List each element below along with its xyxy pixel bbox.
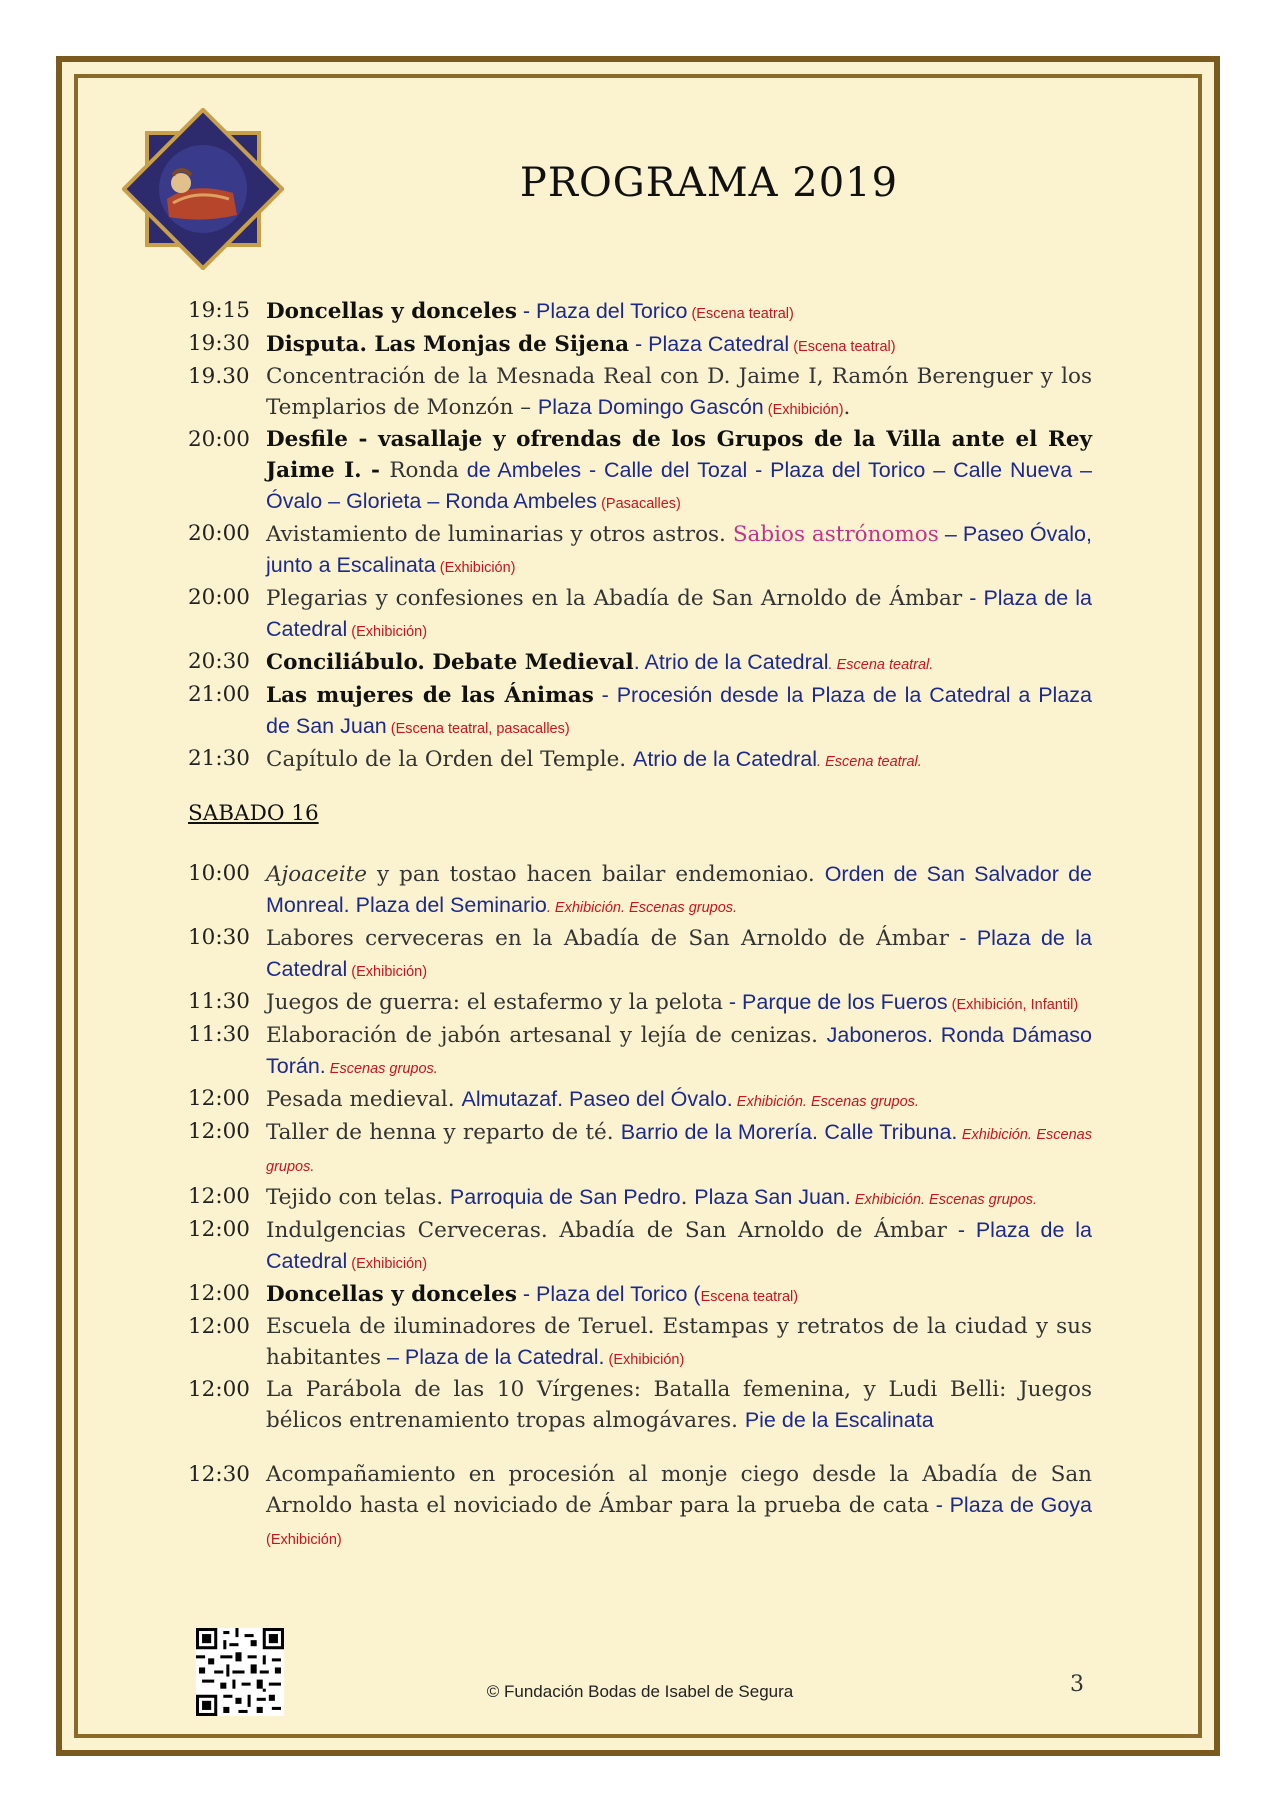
entry-description: [266, 1215, 1092, 1279]
entry-description: [266, 923, 1092, 987]
saturday-schedule-continued: [188, 1460, 1092, 1555]
entry-text-segment: Almutazaf. Paseo del Óvalo.: [461, 1087, 733, 1111]
entry-description: [266, 1020, 1092, 1084]
entry-text-segment: . Escena teatral.: [828, 657, 934, 673]
entry-time: 12:00: [188, 1281, 250, 1306]
entry-text-segment: Escenas grupos.: [325, 1061, 438, 1077]
entry-text-segment: (Exhibición): [435, 560, 516, 576]
entry-description: [266, 744, 1092, 777]
entry-text-segment: Barrio de la Morería. Calle Tribuna.: [620, 1120, 958, 1144]
entry-time: 11:30: [188, 1022, 250, 1047]
entry-time: 12:00: [188, 1119, 250, 1144]
entry-text-segment: – Plaza de la Catedral.: [381, 1345, 605, 1369]
entry-time: 19:30: [188, 331, 250, 356]
entry-text-segment: Elaboración de jabón artesanal y lejía de cenizas.: [266, 1023, 827, 1048]
entry-text-segment: Orden de San Salvador de Monreal. Plaza del Seminario: [266, 862, 1092, 917]
entry-text-segment: Labores cerveceras en la Abadía de San Arnoldo de Ámbar: [266, 926, 949, 951]
entry-text-segment: - Plaza Catedral: [629, 332, 790, 356]
entry-time: 20:00: [188, 427, 250, 452]
friday-schedule: [188, 296, 1092, 777]
entry-text-segment: Exhibición. Escenas grupos.: [266, 1127, 1092, 1175]
entry-text-segment: Escena teatral): [700, 1289, 799, 1305]
entry-text-segment: .: [680, 1185, 695, 1210]
schedule-entry: [188, 923, 1092, 987]
entry-text-segment: Indulgencias Cerveceras. Abadía de San Arnoldo de Ámbar: [266, 1218, 947, 1243]
entry-text-segment: (Exhibición, Infantil): [947, 997, 1079, 1013]
entry-time: 12:00: [188, 1217, 250, 1242]
schedule-entry: [188, 329, 1092, 362]
entry-text-segment: . Exhibición. Escenas grupos.: [546, 900, 738, 916]
entry-text-segment: Plaza San Juan.: [694, 1185, 851, 1209]
entry-description: [266, 1460, 1092, 1555]
entry-time: 20:30: [188, 649, 250, 674]
entry-text-segment: - Plaza de la Catedral: [266, 926, 1092, 981]
schedule-entry: [188, 296, 1092, 329]
entry-time: 12:00: [188, 1184, 250, 1209]
entry-text-segment: (Escena teatral, pasacalles): [386, 721, 570, 737]
entry-text-segment: - Plaza de la Catedral: [266, 586, 1092, 641]
entry-text-segment: Ajoaceite: [266, 862, 367, 887]
entry-time: 21:30: [188, 746, 250, 771]
entry-text-segment: Ronda: [389, 458, 459, 483]
entry-text-segment: Plaza Domingo Gascón: [537, 395, 764, 419]
entry-text-segment: (Pasacalles): [597, 496, 681, 512]
entry-time: 20:00: [188, 585, 250, 610]
schedule-entry: [188, 425, 1092, 519]
entry-time: 12:00: [188, 1086, 250, 1111]
entry-description: [266, 1084, 1092, 1117]
entry-time: 19.30: [188, 364, 250, 389]
entry-text-segment: Capítulo de la Orden del Temple.: [266, 747, 633, 772]
entry-text-segment: - Parque de los Fueros: [722, 990, 948, 1014]
entry-description: [266, 362, 1092, 425]
entry-time: 12:00: [188, 1377, 250, 1402]
schedule-entry: [188, 1084, 1092, 1117]
schedule-entry: [188, 1312, 1092, 1375]
schedule-entry: [188, 647, 1092, 680]
schedule-entry: [188, 1020, 1092, 1084]
entry-description: [266, 583, 1092, 647]
entry-text-segment: La Parábola de las 10 Vírgenes: Batalla femenina, y Ludi Belli: Juegos bélicos entrenamiento tropas almogávares.: [266, 1377, 1092, 1433]
entry-text-segment: de Ambeles - Calle del Tozal - Plaza del Torico – Calle Nueva – Óvalo – Glorieta – Ronda Ambeles: [266, 458, 1092, 513]
schedule-entry: [188, 519, 1092, 583]
entry-text-segment: - Plaza de Goya: [929, 1493, 1092, 1517]
entry-text-segment: Pie de la Escalinata: [744, 1408, 934, 1432]
entry-description: [266, 680, 1092, 744]
schedule-entry: [188, 744, 1092, 777]
entry-text-segment: (Exhibición): [347, 964, 428, 980]
entry-text-segment: Conciliábulo. Debate Medieval: [266, 650, 634, 675]
entry-time: 10:30: [188, 925, 250, 950]
entry-description: [266, 329, 1092, 362]
entry-text-segment: - Plaza del Torico: [516, 299, 688, 323]
entry-text-segment: Desfile - vasallaje y ofrendas de los Grupos de la Villa ante el Rey Jaime I. -: [266, 427, 1092, 483]
entry-description: [266, 1182, 1092, 1215]
entry-text-segment: .: [843, 395, 851, 420]
schedule-entry: [188, 1375, 1092, 1436]
entry-text-segment: . Atrio de la Catedral: [633, 650, 829, 674]
schedule-entry: [188, 859, 1092, 923]
entry-time: 21:00: [188, 682, 250, 707]
entry-text-segment: (Exhibición): [604, 1352, 685, 1368]
entry-text-segment: Juegos de guerra: el estafermo y la pelota: [266, 990, 723, 1015]
entry-time: 10:00: [188, 861, 250, 886]
entry-text-segment: y pan tostao hacen bailar endemoniao.: [366, 862, 825, 887]
entry-text-segment: Exhibición. Escenas grupos.: [732, 1094, 919, 1110]
entry-text-segment: Taller de henna y reparto de té.: [266, 1120, 621, 1145]
entry-text-segment: (Exhibición): [763, 402, 844, 418]
entry-text-segment: Parroquia de San Pedro: [449, 1185, 681, 1209]
schedule-entry: [188, 1460, 1092, 1555]
schedule-entry: [188, 680, 1092, 744]
entry-text-segment: Escuela de iluminadores de Teruel. Estampas y retratos de la ciudad y sus habitantes: [266, 1314, 1092, 1370]
entry-text-segment: Atrio de la Catedral: [632, 747, 818, 771]
entry-description: [266, 1375, 1092, 1436]
entry-text-segment: Exhibición. Escenas grupos.: [850, 1192, 1038, 1208]
entry-description: [266, 647, 1092, 680]
entry-text-segment: Concentración de la Mesnada Real con D. Jaime I, Ramón Berenguer y los Templarios de Monzón –: [266, 364, 1092, 420]
schedule-entry: [188, 1117, 1092, 1182]
entry-text-segment: . Escena teatral.: [817, 754, 922, 770]
entry-text-segment: Doncellas y donceles: [266, 1282, 517, 1307]
program-content: [188, 296, 1092, 1555]
entry-text-segment: (Escena teatral): [687, 306, 794, 322]
entry-description: [266, 1117, 1092, 1182]
schedule-entry: [188, 1215, 1092, 1279]
entry-text-segment: (Exhibición): [347, 1256, 428, 1272]
entry-text-segment: Pesada medieval.: [266, 1087, 462, 1112]
entry-description: [266, 425, 1092, 519]
entry-text-segment: Plegarias y confesiones en la Abadía de San Arnoldo de Ámbar: [266, 586, 963, 611]
entry-text-segment: Sabios astrónomos: [732, 522, 939, 547]
entry-time: 12:00: [188, 1314, 250, 1339]
entry-text-segment: - Procesión desde la Plaza de la Catedral a Plaza de San Juan: [266, 683, 1092, 738]
section-heading-saturday: SABADO 16: [188, 801, 319, 826]
schedule-entry: [188, 1279, 1092, 1312]
entry-description: [266, 859, 1092, 923]
entry-text-segment: Tejido con telas.: [266, 1185, 450, 1210]
page-title: PROGRAMA 2019: [519, 160, 899, 206]
schedule-entry: [188, 987, 1092, 1020]
entry-text-segment: - Plaza de la Catedral: [266, 1218, 1093, 1273]
entry-description: [266, 519, 1092, 583]
entry-text-segment: – Paseo Óvalo, junto a Escalinata: [266, 522, 1092, 577]
entry-time: 19:15: [188, 298, 250, 323]
spacer: [188, 1436, 1092, 1460]
schedule-entry: [188, 362, 1092, 425]
entry-description: [266, 987, 1092, 1020]
footer-copyright: © Fundación Bodas de Isabel de Segura: [486, 1682, 794, 1701]
entry-text-segment: Disputa. Las Monjas de Sijena: [266, 332, 630, 357]
entry-text-segment: - Plaza del Torico (: [516, 1282, 701, 1306]
entry-time: 20:00: [188, 521, 250, 546]
entry-description: [266, 1279, 1092, 1312]
page-number: 3: [1070, 1672, 1084, 1697]
entry-text-segment: Jaboneros. Ronda Dámaso Torán.: [266, 1023, 1092, 1078]
entry-text-segment: (Exhibición): [266, 1532, 342, 1548]
entry-text-segment: Las mujeres de las Ánimas: [266, 683, 594, 708]
saturday-schedule: [188, 859, 1092, 1436]
schedule-entry: [188, 583, 1092, 647]
entry-text-segment: Avistamiento de luminarias y otros astros.: [266, 522, 733, 547]
entry-description: [266, 296, 1092, 329]
qr-code-icon: [196, 1628, 284, 1716]
entry-time: 12:30: [188, 1462, 250, 1487]
entry-text-segment: Acompañamiento en procesión al monje ciego desde la Abadía de San Arnoldo hasta el noviciado de Ámbar para la prueba de cata: [266, 1462, 1092, 1518]
entry-text-segment: (Escena teatral): [789, 339, 896, 355]
entry-description: [266, 1312, 1092, 1375]
schedule-entry: [188, 1182, 1092, 1215]
entry-text-segment: Doncellas y donceles: [266, 299, 517, 324]
entry-text-segment: (Exhibición): [347, 624, 428, 640]
entry-time: 11:30: [188, 989, 250, 1014]
